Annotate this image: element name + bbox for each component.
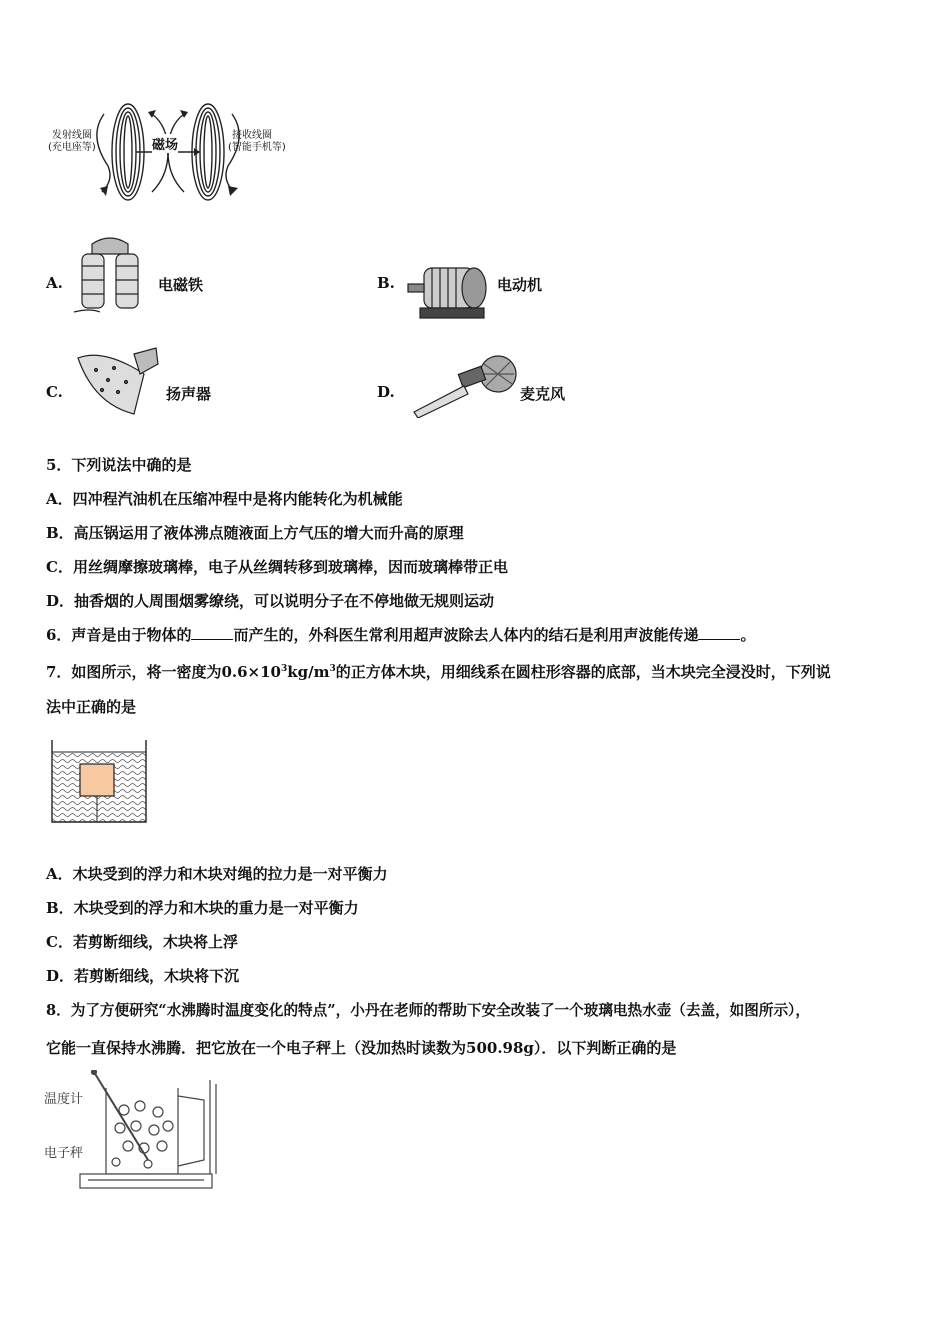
q7-option-b: B．木块受到的浮力和木块的重力是一对平衡力 [46,899,359,917]
speaker-icon [74,344,160,422]
q5-option-b: B．高压锅运用了液体沸点随液面上方气压的增大而升高的原理 [46,524,464,542]
coil-right-label-2: (智能手机等) [228,142,286,153]
q4-option-a-label: 电磁铁 [158,276,204,294]
q8-stem-line1: 8．为了方便研究“水沸腾时温度变化的特点”，小丹在老师的帮助下安全改装了一个玻璃电热水壶（去盖，如图所示）， [46,1002,810,1019]
q7-stem-line1 [46,659,831,682]
q4-option-c-letter: C. [46,383,63,401]
q7-part1: 7．如图所示，将一密度为0.6×10 [46,663,281,681]
coil-left-label-2: (充电座等) [48,142,96,153]
q4-option-b-letter: B. [377,274,395,292]
q7-part2: kg/m [287,663,330,681]
microphone-icon [410,352,520,422]
q7-part3: 的正方体木块，用细线系在圆柱形容器的底部，当木块完全浸没时，下列说 [335,663,831,681]
q7-sup2: 3 [329,664,336,674]
kettle-figure [44,1070,224,1194]
q6-part2: 而产生的，外科医生常利用超声波除去人体内的结石是利用声波能传递 [233,626,699,644]
q4-option-b-label: 电动机 [497,276,543,294]
q7-option-a: A．木块受到的浮力和木块对绳的拉力是一对平衡力 [46,865,388,883]
electromagnet-icon [70,236,150,320]
q6-blank-1[interactable] [191,625,233,640]
coil-figure [48,96,288,208]
q6-part3: 。 [740,626,756,644]
q5-stem: 5．下列说法中确的是 [46,456,192,474]
q5-option-c: C．用丝绸摩擦玻璃棒，电子从丝绸转移到玻璃棒，因而玻璃棒带正电 [46,558,508,576]
q4-option-a-letter: A. [46,274,63,292]
q7-option-d: D．若剪断细线，木块将下沉 [46,967,240,985]
beaker-figure [50,740,150,830]
q5-option-d: D．抽香烟的人周围烟雾缭绕，可以说明分子在不停地做无规则运动 [46,592,495,610]
motor-icon [404,260,494,326]
q8-stem-line2: 它能一直保持水沸腾．把它放在一个电子秤上（没加热时读数为500.98g）．以下判断正确的是 [46,1039,677,1057]
scale-label: 电子秤 [44,1146,84,1161]
q4-option-d-letter: D. [377,383,395,401]
q5-option-a: A．四冲程汽油机在压缩冲程中是将内能转化为机械能 [46,490,403,508]
q4-option-d-label: 麦克风 [520,385,566,403]
q4-option-c-label: 扬声器 [166,385,212,403]
coil-center-label: 磁场 [152,134,178,153]
q7-stem-line2: 法中正确的是 [46,698,137,716]
q7-option-c: C．若剪断细线，木块将上浮 [46,933,238,951]
coil-left-label-1: 发射线圈 [52,130,92,141]
q6-stem [46,625,755,645]
q7-sup1: 3 [280,664,288,674]
q6-blank-2[interactable] [698,625,740,640]
q6-part1: 6．声音是由于物体的 [46,626,192,644]
coil-right-label-1: 接收线圈 [232,130,272,141]
thermometer-label: 温度计 [44,1092,84,1107]
